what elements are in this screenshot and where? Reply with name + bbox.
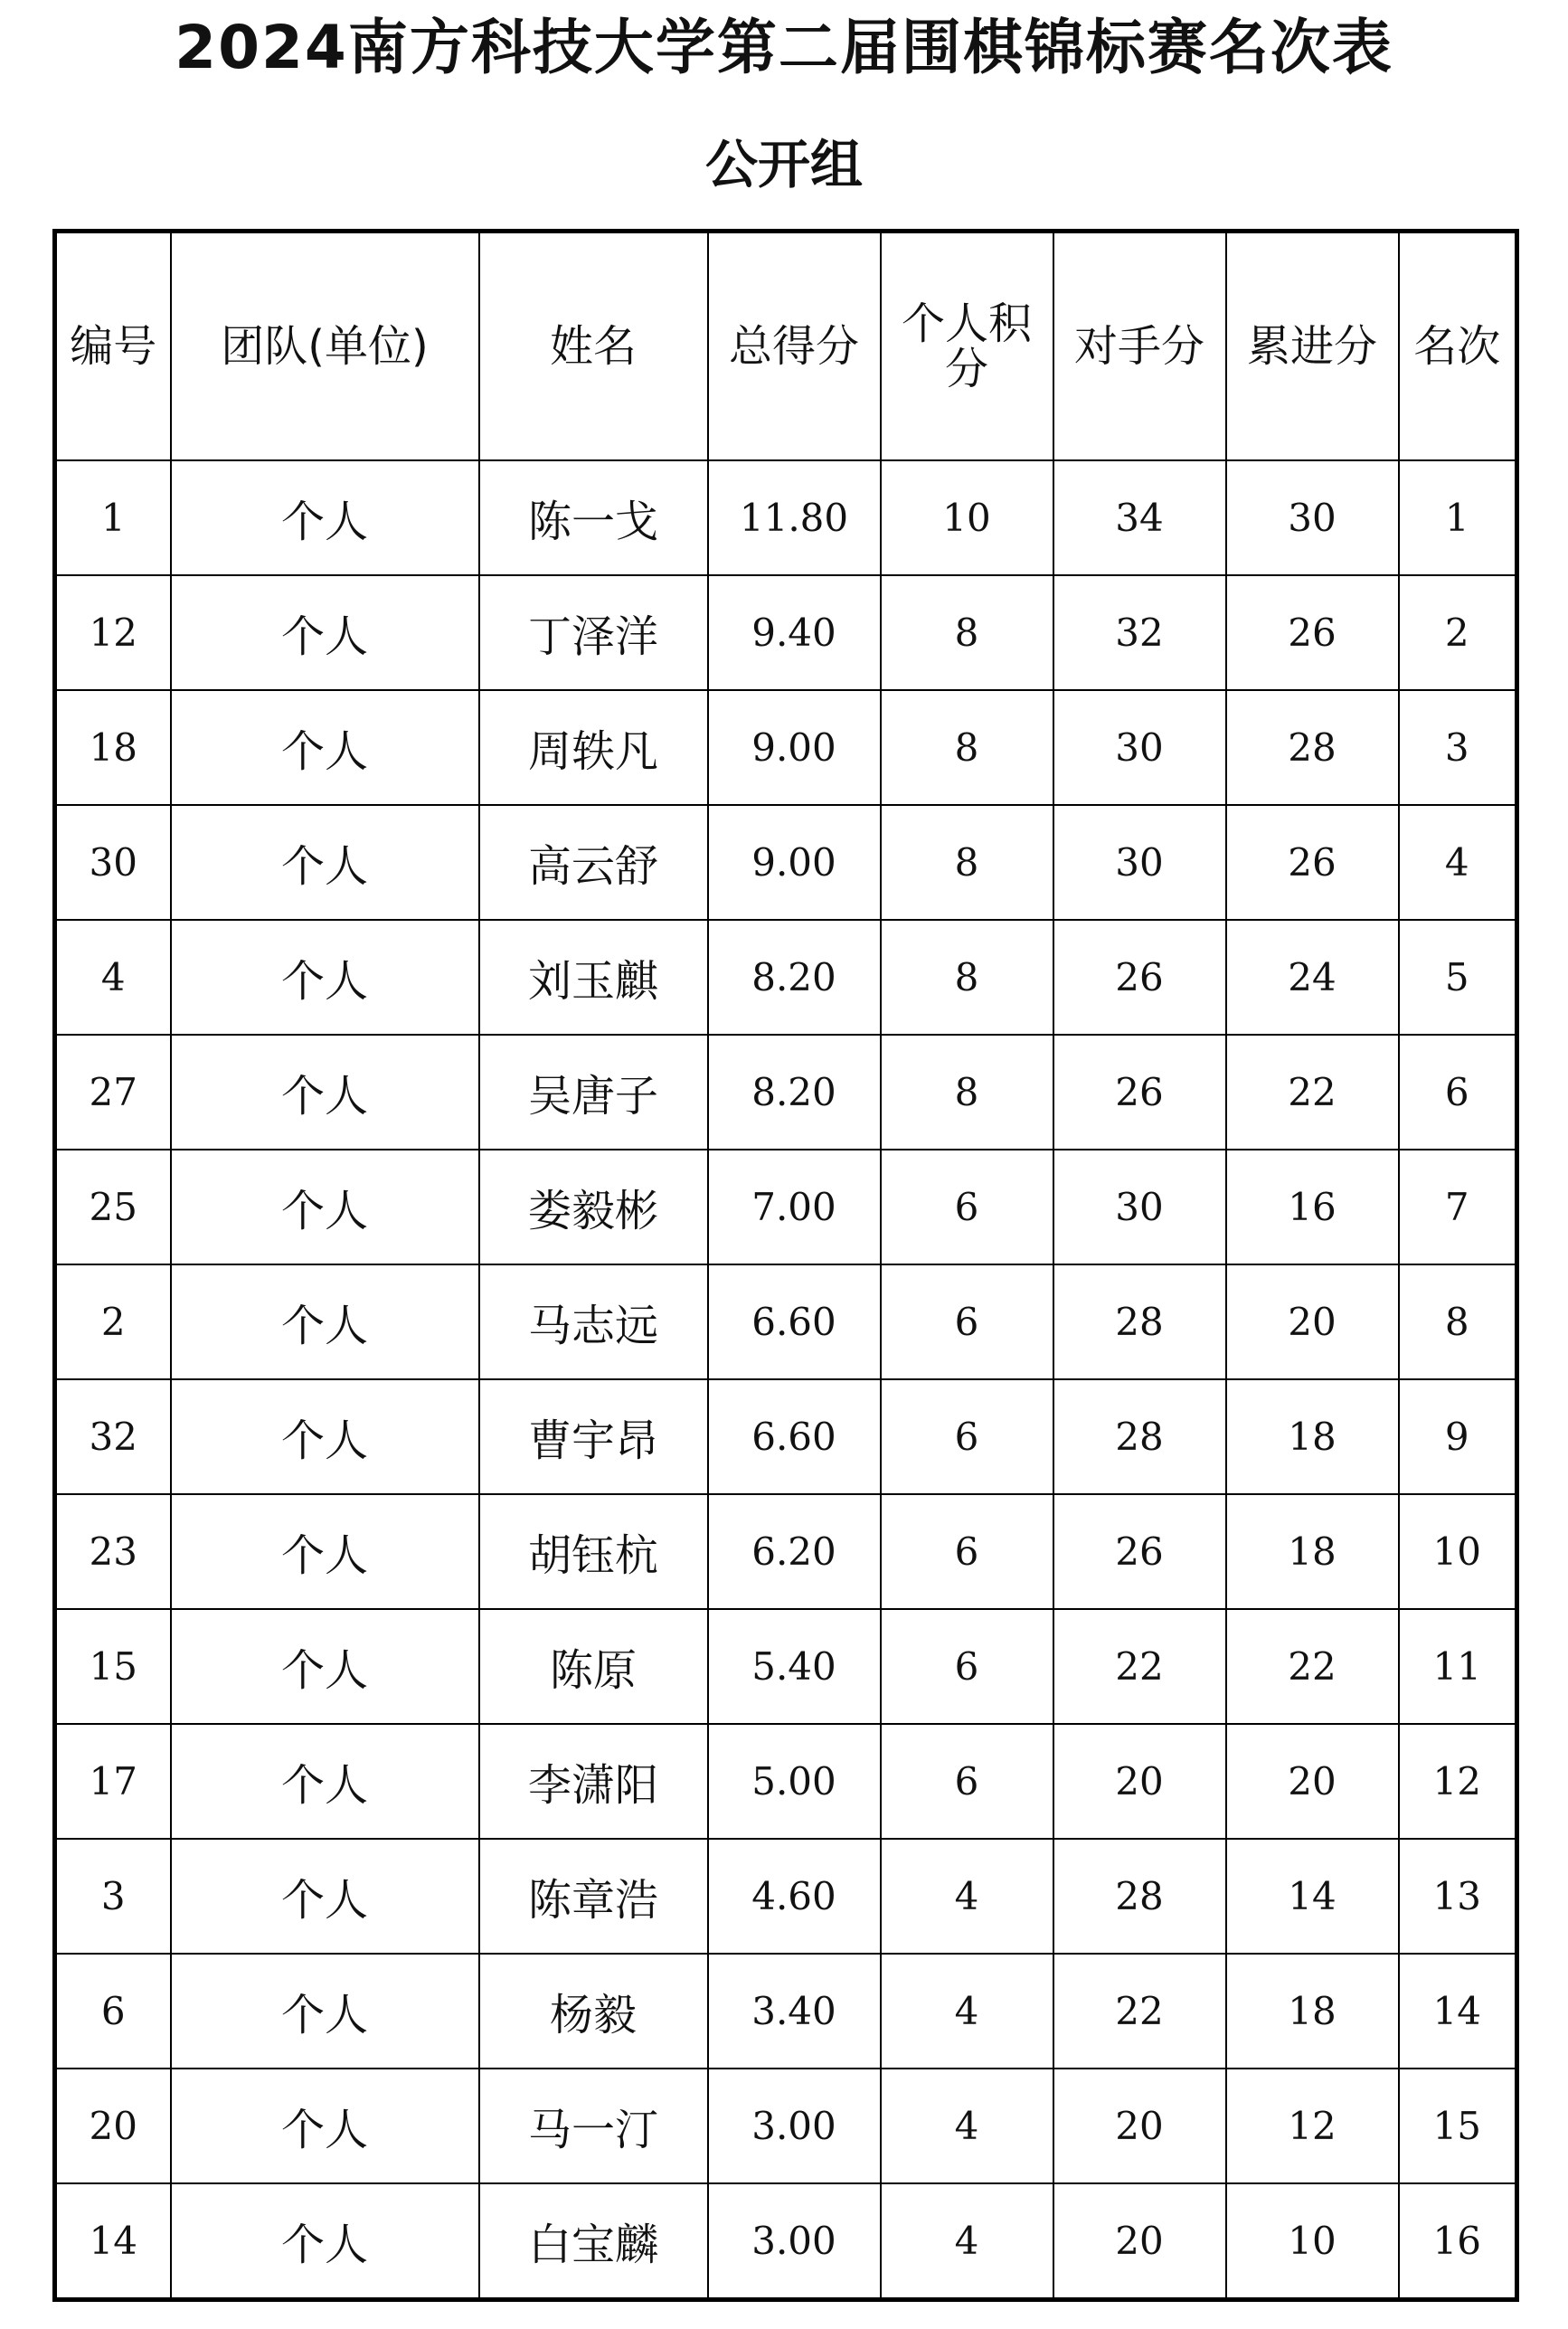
cell-personal: 6 [881,1724,1053,1839]
cell-team: 个人 [171,1379,479,1494]
cell-team: 个人 [171,1264,479,1379]
cell-rank: 4 [1399,805,1517,920]
cell-id: 18 [55,690,171,805]
cell-cumulative: 22 [1226,1035,1399,1150]
cell-cumulative: 26 [1226,575,1399,690]
cell-team: 个人 [171,2069,479,2183]
cell-total: 8.20 [708,1035,881,1150]
cell-team: 个人 [171,690,479,805]
cell-name: 杨毅 [479,1954,708,2069]
cell-total: 9.40 [708,575,881,690]
cell-name: 胡钰杭 [479,1494,708,1609]
header-rank: 名次 [1399,232,1517,461]
cell-name: 刘玉麒 [479,920,708,1035]
header-cumulative: 累进分 [1226,232,1399,461]
cell-rank: 15 [1399,2069,1517,2183]
cell-cumulative: 20 [1226,1264,1399,1379]
cell-team: 个人 [171,575,479,690]
cell-team: 个人 [171,2183,479,2300]
cell-rank: 16 [1399,2183,1517,2300]
cell-opponent: 22 [1053,1954,1226,2069]
cell-cumulative: 16 [1226,1150,1399,1264]
cell-name: 马一汀 [479,2069,708,2183]
cell-cumulative: 10 [1226,2183,1399,2300]
cell-rank: 2 [1399,575,1517,690]
cell-cumulative: 26 [1226,805,1399,920]
cell-team: 个人 [171,1839,479,1954]
cell-cumulative: 12 [1226,2069,1399,2183]
cell-id: 14 [55,2183,171,2300]
cell-id: 2 [55,1264,171,1379]
cell-name: 白宝麟 [479,2183,708,2300]
cell-id: 1 [55,460,171,575]
cell-name: 丁泽洋 [479,575,708,690]
cell-cumulative: 18 [1226,1494,1399,1609]
cell-id: 27 [55,1035,171,1150]
cell-id: 12 [55,575,171,690]
cell-personal: 8 [881,1035,1053,1150]
cell-opponent: 20 [1053,2183,1226,2300]
cell-personal: 4 [881,1839,1053,1954]
cell-opponent: 28 [1053,1379,1226,1494]
cell-cumulative: 24 [1226,920,1399,1035]
cell-total: 5.00 [708,1724,881,1839]
cell-opponent: 20 [1053,1724,1226,1839]
cell-cumulative: 30 [1226,460,1399,575]
cell-id: 17 [55,1724,171,1839]
cell-rank: 12 [1399,1724,1517,1839]
cell-rank: 13 [1399,1839,1517,1954]
cell-team: 个人 [171,1609,479,1724]
cell-opponent: 30 [1053,805,1226,920]
cell-cumulative: 18 [1226,1379,1399,1494]
cell-id: 20 [55,2069,171,2183]
cell-opponent: 22 [1053,1609,1226,1724]
cell-team: 个人 [171,1954,479,2069]
cell-opponent: 34 [1053,460,1226,575]
header-personal: 个人积分 [881,232,1053,461]
cell-team: 个人 [171,1494,479,1609]
cell-id: 3 [55,1839,171,1954]
cell-opponent: 30 [1053,690,1226,805]
header-id: 编号 [55,232,171,461]
table-row [55,2069,1517,2183]
cell-opponent: 28 [1053,1264,1226,1379]
table-row [55,460,1517,575]
cell-personal: 10 [881,460,1053,575]
cell-name: 吴唐子 [479,1035,708,1150]
cell-cumulative: 28 [1226,690,1399,805]
header-total: 总得分 [708,232,881,461]
cell-rank: 11 [1399,1609,1517,1724]
cell-name: 陈一戈 [479,460,708,575]
table-row [55,1839,1517,1954]
cell-cumulative: 14 [1226,1839,1399,1954]
cell-total: 9.00 [708,690,881,805]
cell-name: 曹宇昂 [479,1379,708,1494]
cell-id: 6 [55,1954,171,2069]
cell-total: 8.20 [708,920,881,1035]
table-row [55,690,1517,805]
cell-total: 6.60 [708,1264,881,1379]
cell-id: 15 [55,1609,171,1724]
table-row [55,1724,1517,1839]
cell-team: 个人 [171,460,479,575]
cell-name: 陈章浩 [479,1839,708,1954]
cell-rank: 10 [1399,1494,1517,1609]
cell-total: 11.80 [708,460,881,575]
cell-cumulative: 22 [1226,1609,1399,1724]
table-row [55,1150,1517,1264]
cell-team: 个人 [171,1150,479,1264]
cell-id: 30 [55,805,171,920]
cell-rank: 14 [1399,1954,1517,2069]
table-row [55,1264,1517,1379]
document-title: 2024南方科技大学第二届围棋锦标赛名次表 [175,13,1393,82]
cell-name: 李潇阳 [479,1724,708,1839]
cell-total: 5.40 [708,1609,881,1724]
table-row [55,575,1517,690]
cell-total: 3.00 [708,2069,881,2183]
table-body [55,460,1517,2300]
cell-personal: 4 [881,1954,1053,2069]
cell-id: 25 [55,1150,171,1264]
cell-rank: 6 [1399,1035,1517,1150]
table-row [55,805,1517,920]
cell-id: 32 [55,1379,171,1494]
cell-name: 娄毅彬 [479,1150,708,1264]
cell-total: 7.00 [708,1150,881,1264]
cell-opponent: 26 [1053,1494,1226,1609]
cell-total: 4.60 [708,1839,881,1954]
cell-personal: 6 [881,1150,1053,1264]
cell-opponent: 26 [1053,920,1226,1035]
cell-opponent: 32 [1053,575,1226,690]
cell-team: 个人 [171,1724,479,1839]
header-name: 姓名 [479,232,708,461]
cell-personal: 8 [881,575,1053,690]
cell-personal: 6 [881,1609,1053,1724]
group-subtitle: 公开组 [704,134,863,195]
ranking-table [52,229,1519,2302]
header-row [55,232,1517,461]
cell-team: 个人 [171,805,479,920]
table-row [55,1609,1517,1724]
cell-rank: 3 [1399,690,1517,805]
cell-personal: 6 [881,1264,1053,1379]
table-row [55,2183,1517,2300]
cell-total: 6.20 [708,1494,881,1609]
table-row [55,1379,1517,1494]
table-row [55,1954,1517,2069]
cell-id: 23 [55,1494,171,1609]
cell-opponent: 28 [1053,1839,1226,1954]
cell-name: 高云舒 [479,805,708,920]
cell-cumulative: 20 [1226,1724,1399,1839]
cell-cumulative: 18 [1226,1954,1399,2069]
cell-opponent: 30 [1053,1150,1226,1264]
cell-total: 3.40 [708,1954,881,2069]
cell-personal: 8 [881,920,1053,1035]
header-opponent: 对手分 [1053,232,1226,461]
cell-rank: 5 [1399,920,1517,1035]
cell-name: 马志远 [479,1264,708,1379]
cell-name: 周轶凡 [479,690,708,805]
cell-name: 陈原 [479,1609,708,1724]
cell-personal: 8 [881,690,1053,805]
cell-total: 3.00 [708,2183,881,2300]
table-row [55,1035,1517,1150]
cell-personal: 8 [881,805,1053,920]
cell-rank: 7 [1399,1150,1517,1264]
cell-personal: 4 [881,2069,1053,2183]
cell-id: 4 [55,920,171,1035]
table-row [55,920,1517,1035]
cell-rank: 9 [1399,1379,1517,1494]
cell-personal: 6 [881,1379,1053,1494]
cell-total: 9.00 [708,805,881,920]
cell-team: 个人 [171,1035,479,1150]
cell-personal: 4 [881,2183,1053,2300]
cell-total: 6.60 [708,1379,881,1494]
cell-opponent: 26 [1053,1035,1226,1150]
cell-rank: 1 [1399,460,1517,575]
cell-rank: 8 [1399,1264,1517,1379]
cell-opponent: 20 [1053,2069,1226,2183]
table-row [55,1494,1517,1609]
cell-team: 个人 [171,920,479,1035]
cell-personal: 6 [881,1494,1053,1609]
header-team: 团队(单位) [171,232,479,461]
